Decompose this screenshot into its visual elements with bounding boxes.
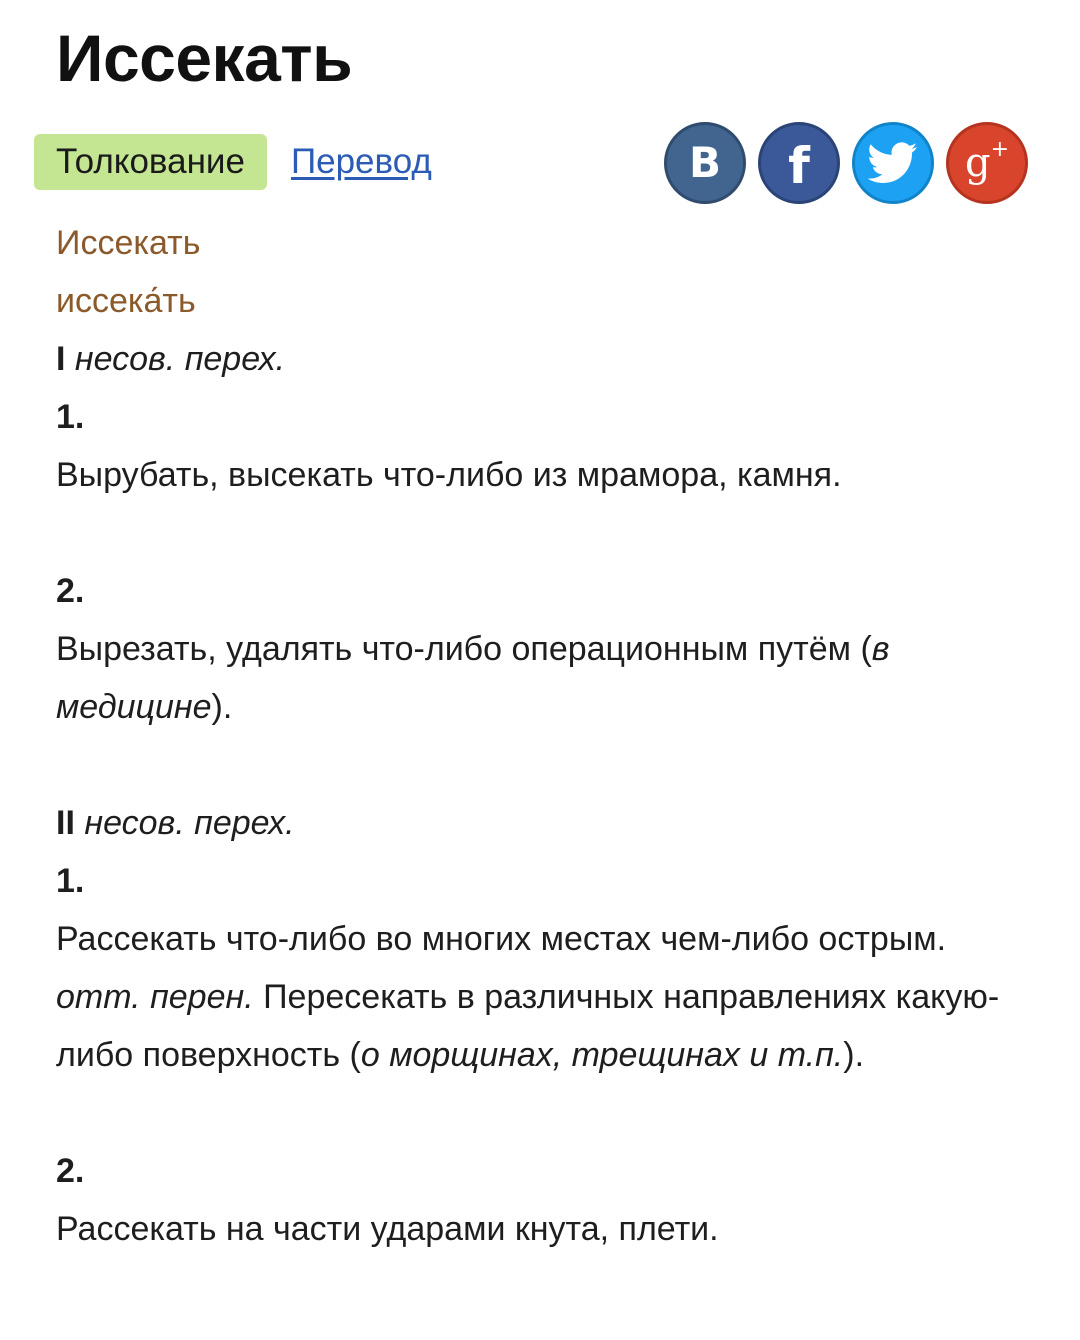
homonym-numeral: I: [56, 340, 66, 378]
sense-number: 2.: [56, 572, 85, 610]
dictionary-entry: [56, 214, 1056, 1258]
spacer: [56, 1084, 1056, 1142]
homonym-header: [56, 794, 1056, 852]
sense-number: 1.: [56, 862, 85, 900]
twitter-icon: [868, 142, 918, 184]
vk-share-button[interactable]: [664, 122, 746, 204]
tab-bar: [34, 133, 432, 191]
vk-icon: В: [688, 138, 721, 187]
homonym-numeral: II: [56, 804, 75, 842]
twitter-share-button[interactable]: [852, 122, 934, 204]
sense-number: 1.: [56, 398, 85, 436]
google-plus-share-button[interactable]: [946, 122, 1028, 204]
usage-note: в медицине: [56, 630, 890, 726]
tab-translation-link[interactable]: Перевод: [290, 142, 432, 181]
spacer: [56, 504, 1056, 562]
sense-definition: Рассекать что-либо во многих местах чем-либо острым.: [56, 920, 947, 958]
page-title: Иссекать: [56, 21, 353, 95]
spacer: [56, 736, 1056, 794]
facebook-icon: f: [788, 137, 810, 195]
sense-definition: Рассекать на части ударами кнута, плети.: [56, 1210, 719, 1248]
homonym-header: [56, 330, 1056, 388]
grammar-note: несов. перех.: [74, 340, 286, 378]
sense-definition: Вырубать, высекать что-либо из мрамора, камня.: [56, 456, 842, 494]
entry-stressed-form: иссека́ть: [56, 282, 196, 320]
facebook-share-button[interactable]: [758, 122, 840, 204]
sense-definition: Вырезать, удалять что-либо операционным путём (в медицине).: [56, 630, 890, 726]
grammar-note: несов. перех.: [84, 804, 295, 842]
shade-label: отт. перен.: [56, 978, 254, 1016]
share-buttons: [664, 122, 1028, 204]
usage-note: о морщинах, трещинах и т.п.: [360, 1036, 844, 1074]
tab-interpretation[interactable]: Толкование: [34, 134, 267, 190]
sense-number: 2.: [56, 1152, 85, 1190]
sense-shade: отт. перен. Пересекать в различных направлениях какую-либо поверхность (о морщинах, трещинах и т.п.).: [56, 978, 1000, 1074]
google-plus-icon: g+: [964, 136, 1010, 186]
entry-headword: Иссекать: [56, 224, 201, 262]
